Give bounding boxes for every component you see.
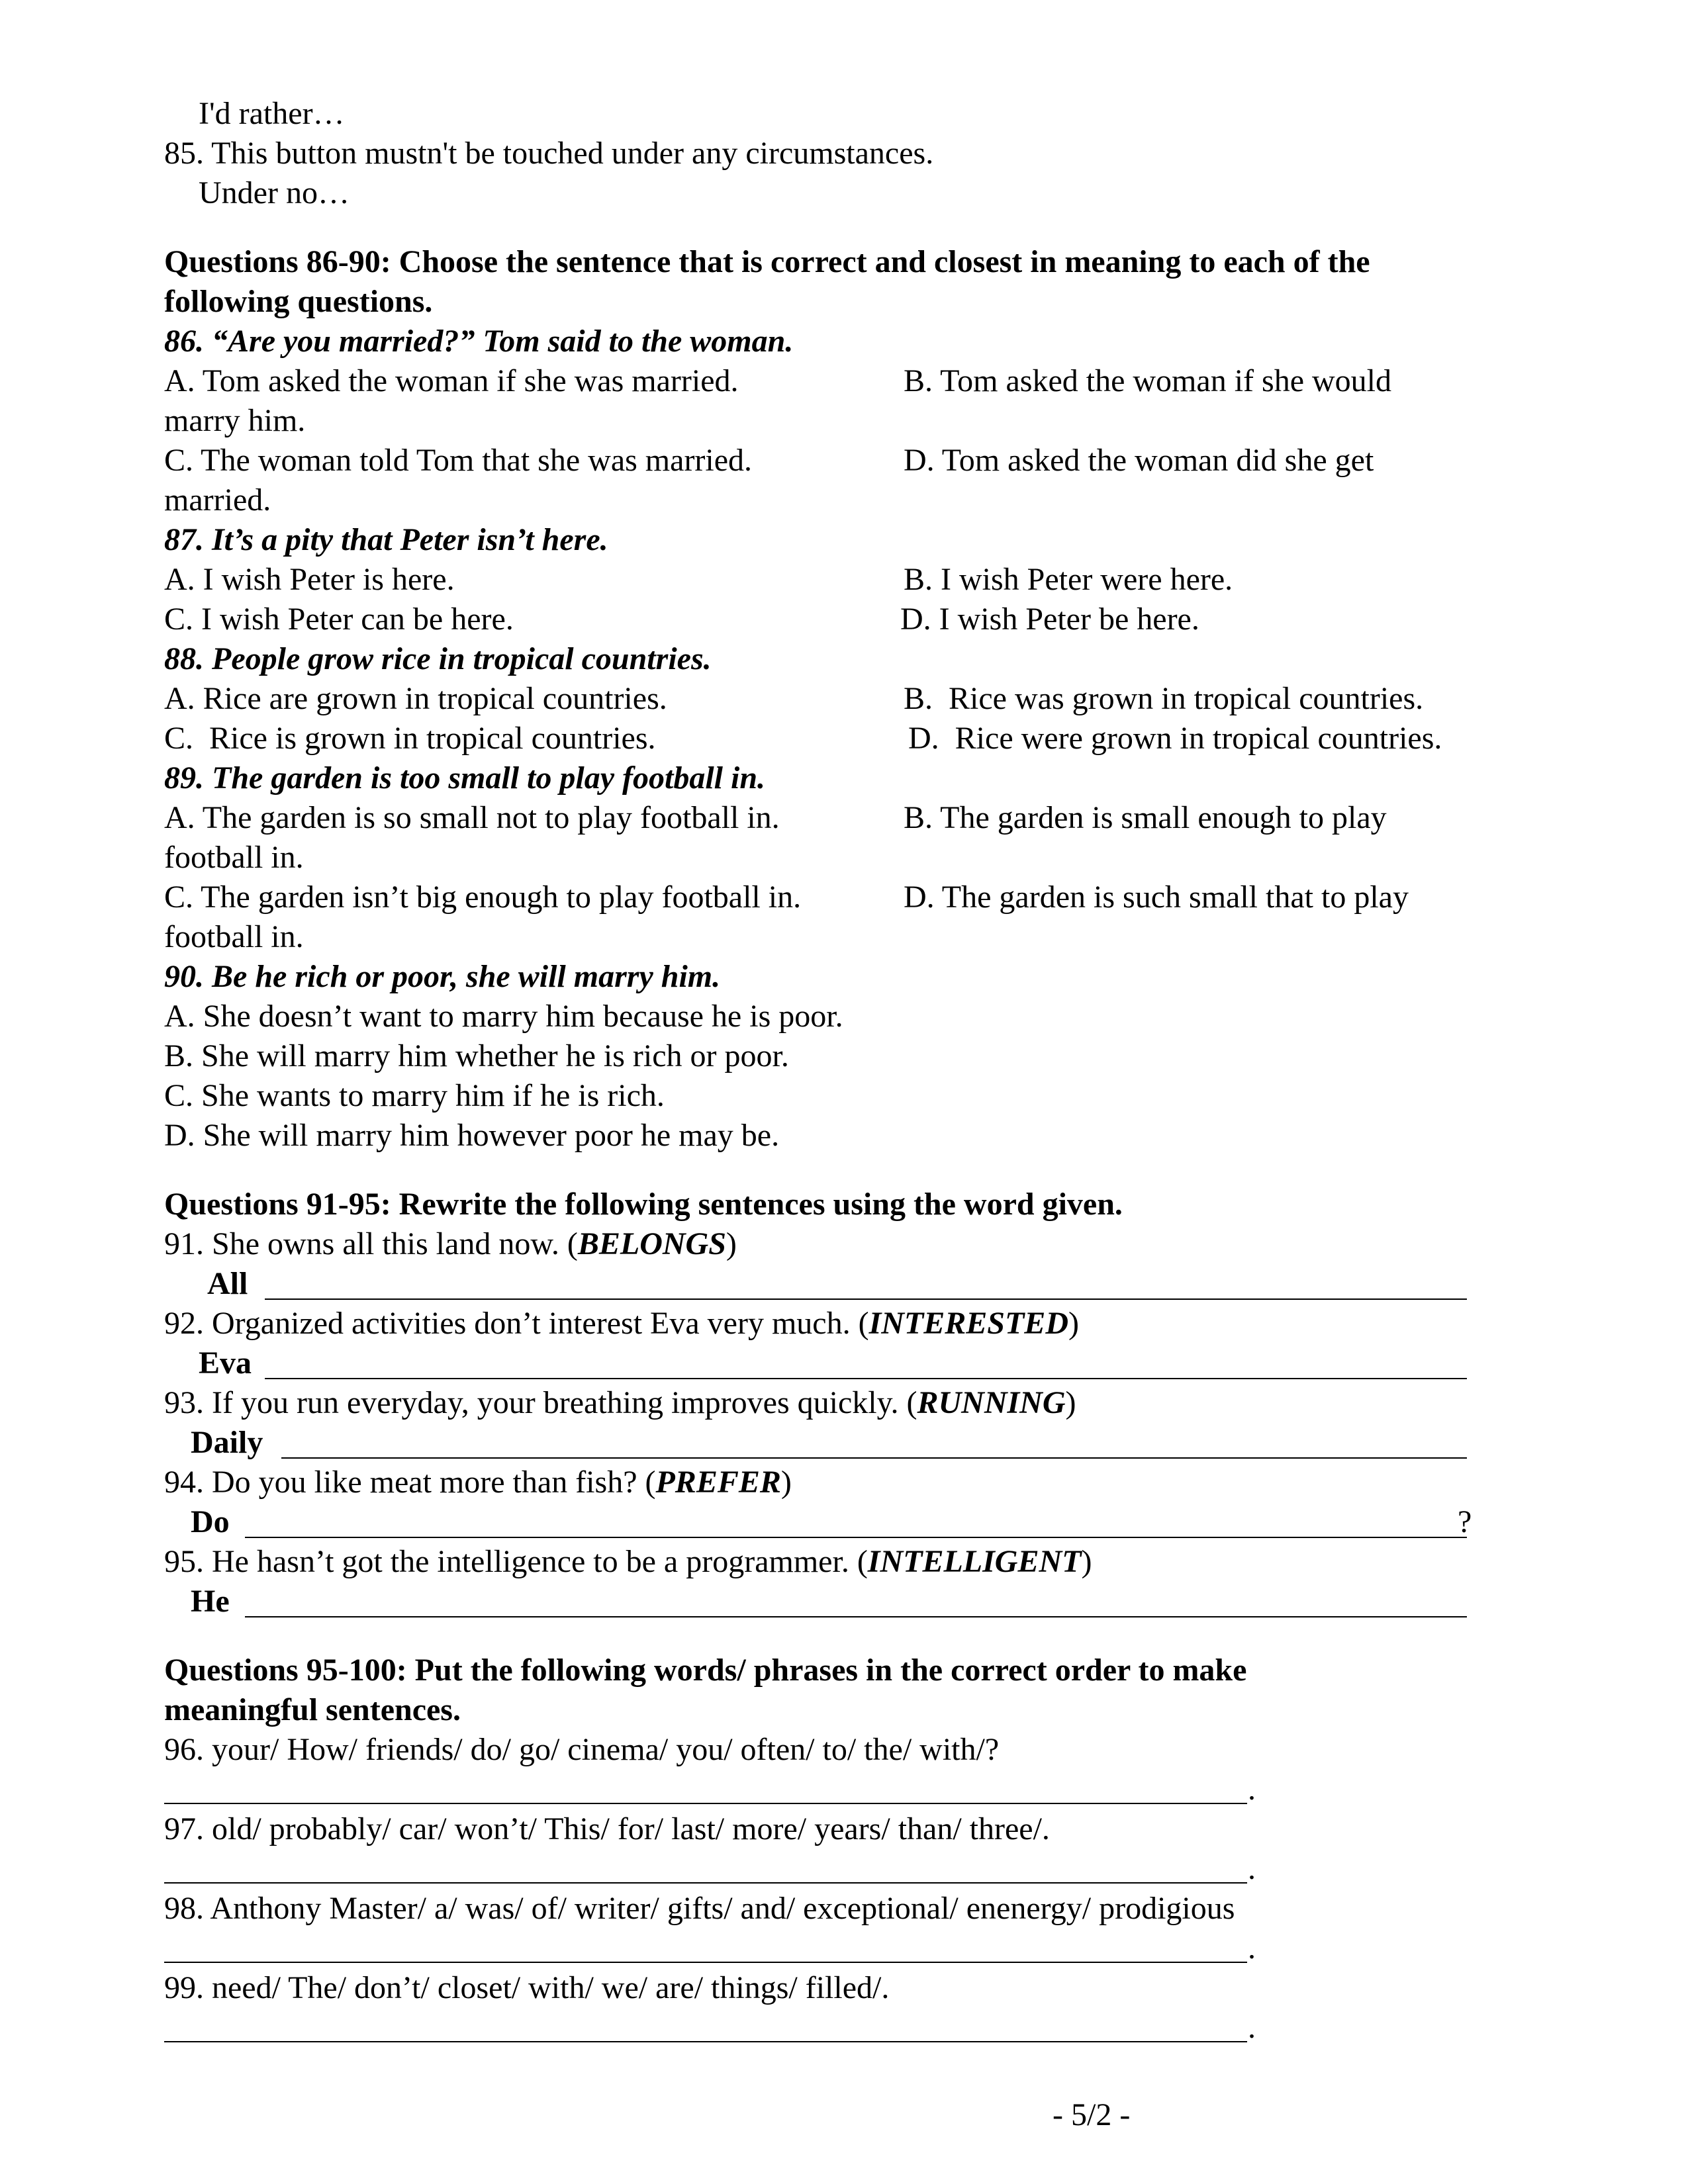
section-title-96-100-cont: meaningful sentences.: [164, 1692, 461, 1727]
answer-96-line[interactable]: [164, 1803, 1247, 1804]
option-90-d: D. She will marry him however poor he may be.: [164, 1118, 780, 1153]
section-title-86-90-cont: following questions.: [164, 284, 433, 319]
option-86-b-cont: marry him.: [164, 403, 306, 438]
answer-94-start: Do: [191, 1504, 230, 1539]
answer-96-period: .: [1248, 1772, 1256, 1807]
answer-93-line[interactable]: [281, 1457, 1467, 1459]
option-88-b: B. Rice was grown in tropical countries.: [904, 681, 1424, 716]
option-88-c: C. Rice is grown in tropical countries.: [164, 721, 656, 756]
section-title-96-100: Questions 95-100: Put the following words/ phrases in the correct order to make: [164, 1653, 1247, 1688]
option-87-d: D. I wish Peter be here.: [900, 602, 1199, 637]
question-98: 98. Anthony Master/ a/ was/ of/ writer/ gifts/ and/ exceptional/ enenergy/ prodigious: [164, 1891, 1235, 1926]
question-87-stem: 87. It’s a pity that Peter isn’t here.: [164, 522, 608, 557]
answer-94-line[interactable]: [245, 1537, 1467, 1538]
question-85: 85. This button mustn't be touched under any circumstances.: [164, 136, 934, 171]
question-96: 96. your/ How/ friends/ do/ go/ cinema/ you/ often/ to/ the/ with/?: [164, 1732, 1000, 1767]
prompt-under-no: Under no…: [199, 175, 350, 210]
answer-99-period: .: [1248, 2010, 1256, 2045]
question-90-stem: 90. Be he rich or poor, she will marry him.: [164, 959, 721, 994]
question-89-stem: 89. The garden is too small to play football in.: [164, 760, 766, 796]
question-93: 93. If you run everyday, your breathing improves quickly. (RUNNING): [164, 1385, 1076, 1420]
option-88-d: D. Rice were grown in tropical countries.: [908, 721, 1442, 756]
answer-92-line[interactable]: [265, 1378, 1467, 1379]
prompt-id-rather: I'd rather…: [199, 96, 345, 131]
option-86-d: D. Tom asked the woman did she get: [904, 443, 1374, 478]
option-90-b: B. She will marry him whether he is rich or poor.: [164, 1038, 789, 1073]
option-87-c: C. I wish Peter can be here.: [164, 602, 514, 637]
option-87-b: B. I wish Peter were here.: [904, 562, 1233, 597]
option-89-d: D. The garden is such small that to play: [904, 880, 1409, 915]
question-95: 95. He hasn’t got the intelligence to be a programmer. (INTELLIGENT): [164, 1544, 1092, 1579]
answer-95-line[interactable]: [245, 1616, 1467, 1617]
option-86-d-cont: married.: [164, 482, 271, 518]
question-99: 99. need/ The/ don’t/ closet/ with/ we/ are/ things/ filled/.: [164, 1970, 890, 2005]
question-94: 94. Do you like meat more than fish? (PREFER): [164, 1465, 792, 1500]
option-86-a: A. Tom asked the woman if she was married.: [164, 363, 739, 398]
option-86-b: B. Tom asked the woman if she would: [904, 363, 1391, 398]
option-89-b-cont: football in.: [164, 840, 304, 875]
option-89-b: B. The garden is small enough to play: [904, 800, 1387, 835]
option-89-c: C. The garden isn’t big enough to play football in.: [164, 880, 802, 915]
answer-99-line[interactable]: [164, 2041, 1247, 2042]
answer-97-period: .: [1248, 1851, 1256, 1886]
option-90-a: A. She doesn’t want to marry him because he is poor.: [164, 999, 843, 1034]
answer-91-line[interactable]: [265, 1298, 1467, 1300]
question-92: 92. Organized activities don’t interest Eva very much. (INTERESTED): [164, 1306, 1079, 1341]
answer-93-start: Daily: [191, 1425, 263, 1460]
answer-92-start: Eva: [199, 1345, 252, 1381]
option-90-c: C. She wants to marry him if he is rich.: [164, 1078, 665, 1113]
question-86-stem: 86. “Are you married?” Tom said to the woman.: [164, 324, 794, 359]
answer-91-start: All: [207, 1266, 248, 1301]
section-title-86-90: Questions 86-90: Choose the sentence that is correct and closest in meaning to each of the: [164, 244, 1370, 279]
question-97: 97. old/ probably/ car/ won’t/ This/ for/ last/ more/ years/ than/ three/.: [164, 1811, 1050, 1846]
answer-98-line[interactable]: [164, 1962, 1247, 1963]
answer-95-start: He: [191, 1584, 230, 1619]
option-87-a: A. I wish Peter is here.: [164, 562, 455, 597]
question-88-stem: 88. People grow rice in tropical countries.: [164, 641, 712, 676]
option-86-c: C. The woman told Tom that she was married.: [164, 443, 753, 478]
answer-97-line[interactable]: [164, 1882, 1247, 1884]
option-89-a: A. The garden is so small not to play football in.: [164, 800, 780, 835]
question-91: 91. She owns all this land now. (BELONGS): [164, 1226, 737, 1261]
section-title-91-95: Questions 91-95: Rewrite the following sentences using the word given.: [164, 1187, 1123, 1222]
option-89-d-cont: football in.: [164, 919, 304, 954]
option-88-a: A. Rice are grown in tropical countries.: [164, 681, 667, 716]
answer-94-end: ?: [1458, 1504, 1472, 1539]
page-number: - 5/2 -: [1053, 2097, 1131, 2132]
answer-98-period: .: [1248, 1931, 1256, 1966]
